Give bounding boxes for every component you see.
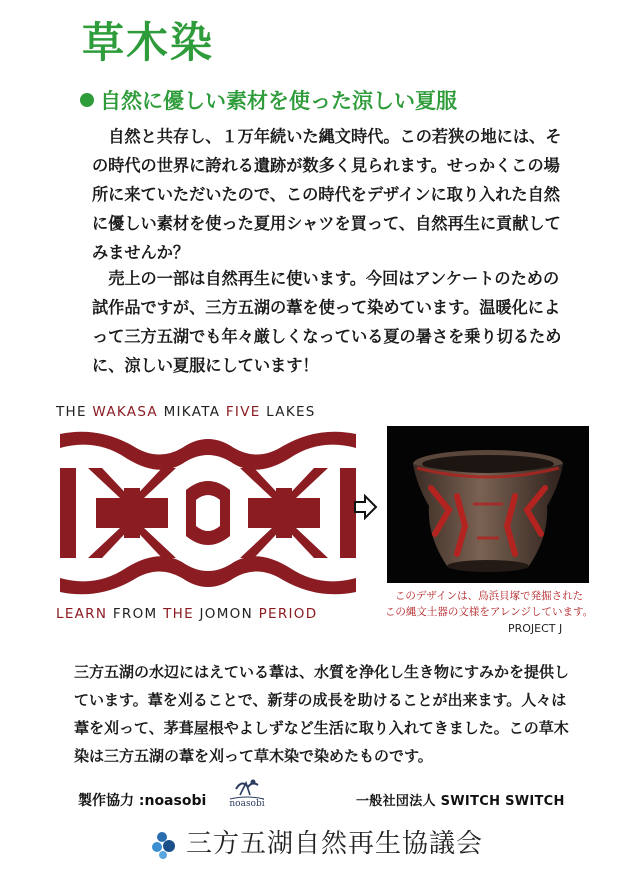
- noasobi-logo-text: noasobi: [229, 799, 265, 809]
- banner-word: WAKASA: [92, 404, 158, 420]
- banner-word: FROM: [112, 606, 158, 622]
- intro-text-1: 自然と共存し、１万年続いた縄文時代。この若狭の地には、その時代の世界に誇れる遺跡が数多く見られます。せっかくこの場所に来ていただいたので、この時代をデザインに取り入れた自然に優しい素材を使った夏用シャツを買って、自然再生に貢献してみませんか？: [92, 127, 562, 262]
- banner-bottom-text: [56, 606, 356, 622]
- bullet-dot-icon: [80, 93, 94, 107]
- banner-word: THE: [163, 606, 194, 622]
- banner-word: LEARN: [56, 606, 108, 622]
- intro-paragraph-1: [92, 122, 562, 267]
- intro-paragraph-2: [92, 264, 562, 380]
- organization-label: 一般社団法人 SWITCH SWITCH: [356, 794, 565, 809]
- page-title: 草木染: [82, 18, 215, 67]
- banner-top-text: [56, 404, 356, 420]
- intro-text-2: 売上の一部は自然再生に使います。今回はアンケートのための試作品ですが、三方五湖の葦を使って染めています。温暖化によって三方五湖でも年々厳しくなっている夏の暑さを乗り切るために、涼しい夏服にしています！: [92, 269, 562, 375]
- caption-line-2: この縄文土器の文様をアレンジしています。: [384, 606, 594, 618]
- noasobi-logo-mark: [222, 775, 272, 819]
- banner-word: FIVE: [225, 404, 261, 420]
- banner-word: JOMON: [199, 606, 253, 622]
- council-name: 三方五湖自然再生協議会: [186, 829, 484, 859]
- banner-word: MIKATA: [163, 404, 221, 420]
- banner-word: THE: [56, 404, 87, 420]
- noasobi-logo: [222, 775, 272, 819]
- council-logo-icon: [148, 827, 184, 861]
- pottery-image: [387, 426, 589, 583]
- pottery-caption: [374, 588, 604, 620]
- cooperation-label: 製作協力 :noasobi: [78, 793, 207, 809]
- arrow-right-icon: [354, 494, 378, 520]
- subtitle-text: 自然に優しい素材を使った涼しい夏服: [100, 89, 457, 113]
- jomon-pottery-photo: [387, 426, 589, 583]
- project-credit: PROJECT J: [508, 622, 563, 635]
- caption-line-1: このデザインは、鳥浜貝塚で発掘された: [394, 590, 584, 602]
- banner-word: LAKES: [266, 404, 316, 420]
- banner-word: PERIOD: [258, 606, 318, 622]
- subtitle: [80, 88, 457, 114]
- reed-paragraph: 三方五湖の水辺にはえている葦は、水質を浄化し生き物にすみかを提供しています。葦を刈ることで、新芽の成長を助けることが出来ます。人々は葦を刈って、茅葺屋根やよしずなど生活に取り入れてきました。この草木染は三方五湖の葦を刈って草木染で染めたものです。: [74, 663, 570, 765]
- jomon-pattern-logo: [58, 428, 358, 598]
